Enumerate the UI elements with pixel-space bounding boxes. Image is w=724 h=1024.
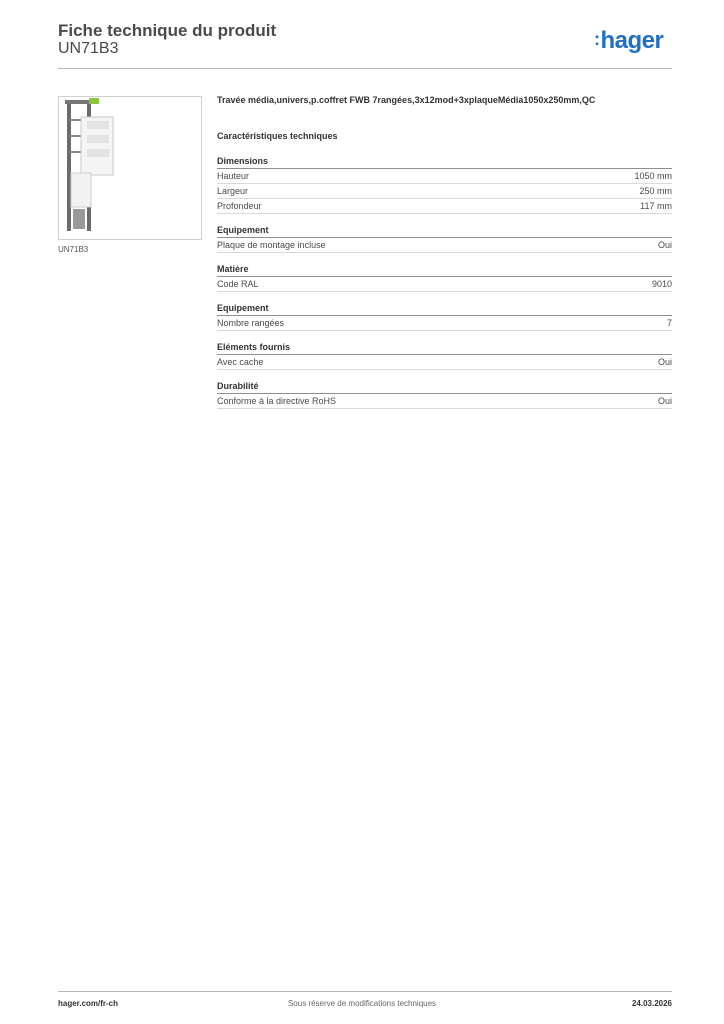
spec-label: Profondeur: [217, 201, 262, 211]
spec-value: 117 mm: [640, 201, 672, 211]
footer-date: 24.03.2026: [631, 999, 672, 1008]
footer-website-link[interactable]: hager.com/fr-ch: [58, 999, 119, 1008]
spec-section-matiere: [217, 264, 672, 292]
spec-label: Nombre rangées: [217, 318, 285, 328]
section-title: Equipement: [217, 225, 672, 238]
spec-row: [217, 355, 672, 370]
spec-content: [217, 95, 672, 409]
characteristics-heading: Caractéristiques techniques: [217, 131, 338, 141]
section-title: Eléments fournis: [217, 342, 672, 355]
page-title: Fiche technique du produit: [58, 21, 277, 40]
spec-label: Largeur: [217, 186, 249, 196]
product-illustration: [59, 97, 201, 239]
product-description: Travée média,univers,p.coffret FWB 7rangées,3x12mod+3xplaqueMédia1050x250mm,QC: [217, 95, 596, 105]
spec-value: 9010: [651, 279, 672, 289]
hager-logo[interactable]: :hager: [594, 27, 664, 54]
spec-section-elements-fournis: [217, 342, 672, 370]
spec-row: [217, 316, 672, 331]
spec-value: Oui: [657, 357, 672, 367]
spec-row: [217, 277, 672, 292]
spec-section-dimensions: [217, 156, 672, 214]
spec-section-equipement: [217, 225, 672, 253]
spec-section-durabilite: [217, 381, 672, 409]
spec-row: [217, 238, 672, 253]
image-caption: UN71B3: [58, 245, 89, 254]
spec-value: 1050 mm: [634, 171, 672, 181]
product-image: [58, 96, 202, 240]
section-title: Equipement: [217, 303, 672, 316]
logo-text: hager: [600, 27, 664, 54]
spec-row: [217, 394, 672, 409]
section-title: Matière: [217, 264, 672, 277]
green-clip: [89, 98, 99, 104]
header-divider: [58, 68, 672, 69]
spec-value: 250 mm: [639, 186, 672, 196]
spec-row: [217, 199, 672, 214]
spec-label: Conforme à la directive RoHS: [217, 396, 337, 406]
spec-label: Code RAL: [217, 279, 259, 289]
spec-value: 7: [666, 318, 672, 328]
section-title: Durabilité: [217, 381, 672, 394]
spec-section-equipement-2: [217, 303, 672, 331]
spec-value: Oui: [657, 240, 672, 250]
spec-label: Hauteur: [217, 171, 250, 181]
footer-divider: [58, 991, 672, 992]
footer-disclaimer: Sous réserve de modifications techniques: [287, 999, 437, 1008]
spec-row: [217, 184, 672, 199]
spec-label: Plaque de montage incluse: [217, 240, 326, 250]
spec-value: Oui: [657, 396, 672, 406]
product-code: UN71B3: [58, 40, 119, 57]
spec-label: Avec cache: [217, 357, 264, 367]
spec-row: [217, 169, 672, 184]
section-title: Dimensions: [217, 156, 672, 169]
